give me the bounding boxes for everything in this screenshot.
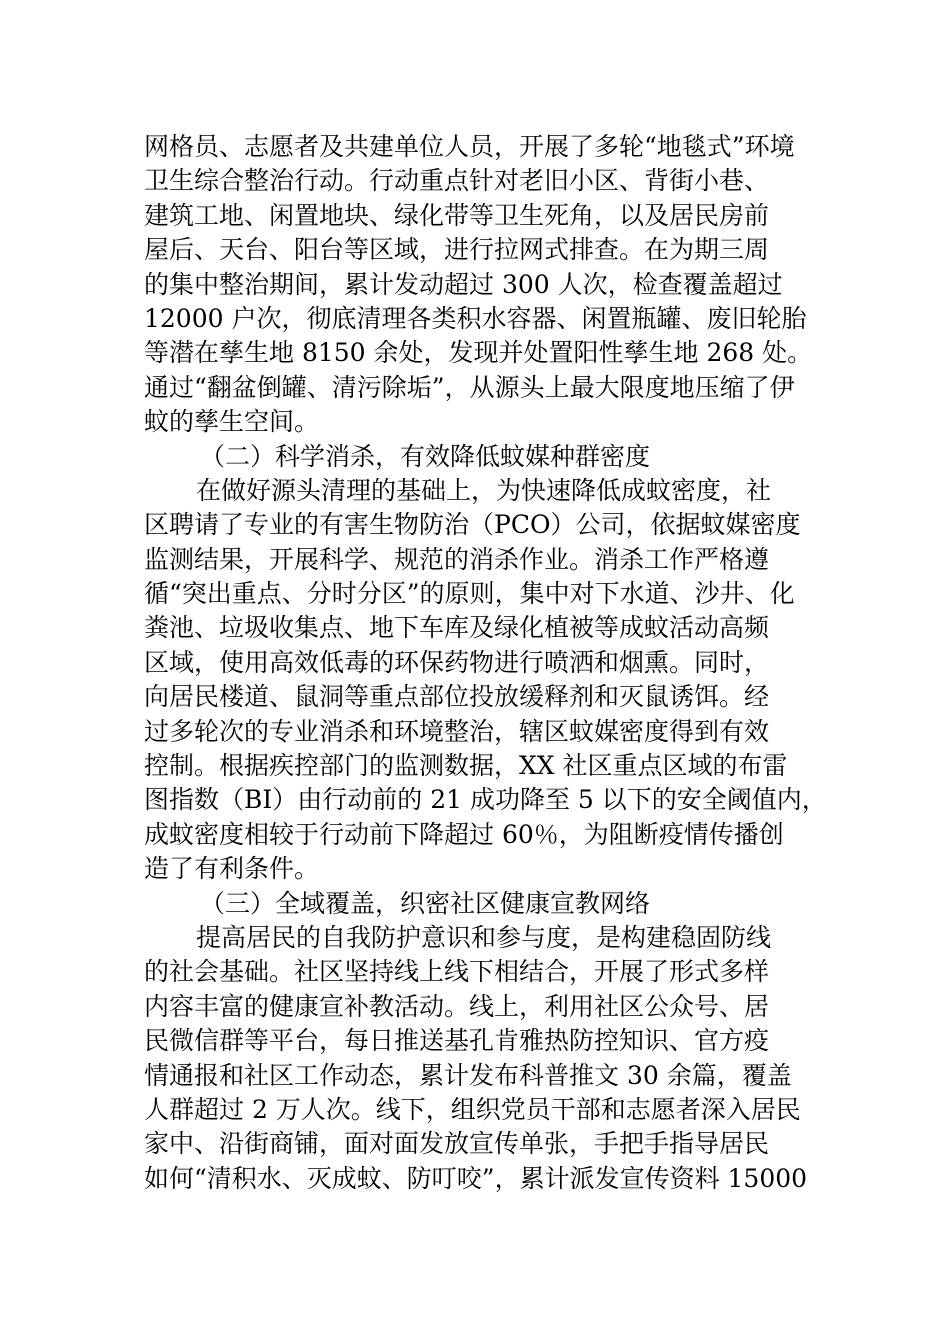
paragraph-line: 等潜在孳生地 8150 余处，发现并处置阳性孳生地 268 处。 <box>144 338 813 368</box>
paragraph-line: 区域，使用高效低毒的环保药物进行喷洒和烟熏。同时， <box>144 647 770 677</box>
paragraph-line: 区聘请了专业的有害生物防治（PCO）公司，依据蚊媒密度 <box>144 510 801 540</box>
paragraph-line: 提高居民的自我防护意识和参与度，是构建稳固防线 <box>196 922 772 952</box>
paragraph-line: 蚊的孳生空间。 <box>144 407 320 437</box>
paragraph-line: 过多轮次的专业消杀和环境整治，辖区蚊媒密度得到有效 <box>144 716 770 746</box>
paragraph-line: 网格员、志愿者及共建单位人员，开展了多轮“地毯式”环境 <box>144 132 795 161</box>
document-body <box>144 130 827 1196</box>
paragraph-line: 向居民楼道、鼠洞等重点部位投放缓释剂和灭鼠诱饵。经 <box>144 682 770 712</box>
paragraph-line: 造了有利条件。 <box>144 854 320 884</box>
paragraph-line: 成蚊密度相较于行动前下降超过 60％，为阻断疫情传播创 <box>144 819 784 849</box>
paragraph-line: 控制。根据疾控部门的监测数据，XX 社区重点区域的布雷 <box>144 751 788 781</box>
paragraph-line: 的社会基础。社区坚持线上线下相结合，开展了形式多样 <box>144 957 770 987</box>
paragraph-line: 家中、沿街商铺，面对面发放宣传单张，手把手指导居民 <box>144 1129 770 1159</box>
paragraph-line: 情通报和社区工作动态，累计发布科普推文 30 余篇，覆盖 <box>144 1060 792 1090</box>
paragraph-line: 屋后、天台、阳台等区域，进行拉网式排查。在为期三周 <box>144 235 770 265</box>
paragraph-line: 在做好源头清理的基础上，为快速降低成蚊密度，社 <box>196 475 772 505</box>
paragraph-line: 卫生综合整治行动。行动重点针对老旧小区、背街小巷、 <box>144 166 770 196</box>
paragraph-line: 如何“清积水、灭成蚊、防叮咬”，累计派发宣传资料 15000 <box>144 1163 808 1193</box>
section-heading-2: （二）科学消杀，有效降低蚊媒种群密度 <box>200 441 651 471</box>
paragraph-line: 监测结果，开展科学、规范的消杀作业。消杀工作严格遵 <box>144 544 770 574</box>
paragraph-line: 建筑工地、闲置地块、绿化带等卫生死角，以及居民房前 <box>144 200 770 230</box>
paragraph-line: 粪池、垃圾收集点、地下车库及绿化植被等成蚊活动高频 <box>144 613 770 643</box>
paragraph-line: 通过“翻盆倒罐、清污除垢”，从源头上最大限度地压缩了伊 <box>144 372 795 402</box>
section-heading-3: （三）全域覆盖，织密社区健康宣教网络 <box>200 888 651 918</box>
paragraph-line: 循“突出重点、分时分区”的原则，集中对下水道、沙井、化 <box>144 579 795 609</box>
paragraph-line: 图指数（BI）由行动前的 21 成功降至 5 以下的安全阈值内， <box>144 785 827 815</box>
paragraph-line: 人群超过 2 万人次。线下，组织党员干部和志愿者深入居民 <box>144 1094 801 1124</box>
paragraph-line: 民微信群等平台，每日推送基孔肯雅热防控知识、官方疫 <box>144 1026 770 1056</box>
paragraph-line: 内容丰富的健康宣补教活动。线上，利用社区公众号、居 <box>144 991 770 1021</box>
paragraph-line: 12000 户次，彻底清理各类积水容器、闲置瓶罐、废旧轮胎 <box>144 303 807 333</box>
paragraph-line: 的集中整治期间，累计发动超过 300 人次，检查覆盖超过 <box>144 269 783 299</box>
